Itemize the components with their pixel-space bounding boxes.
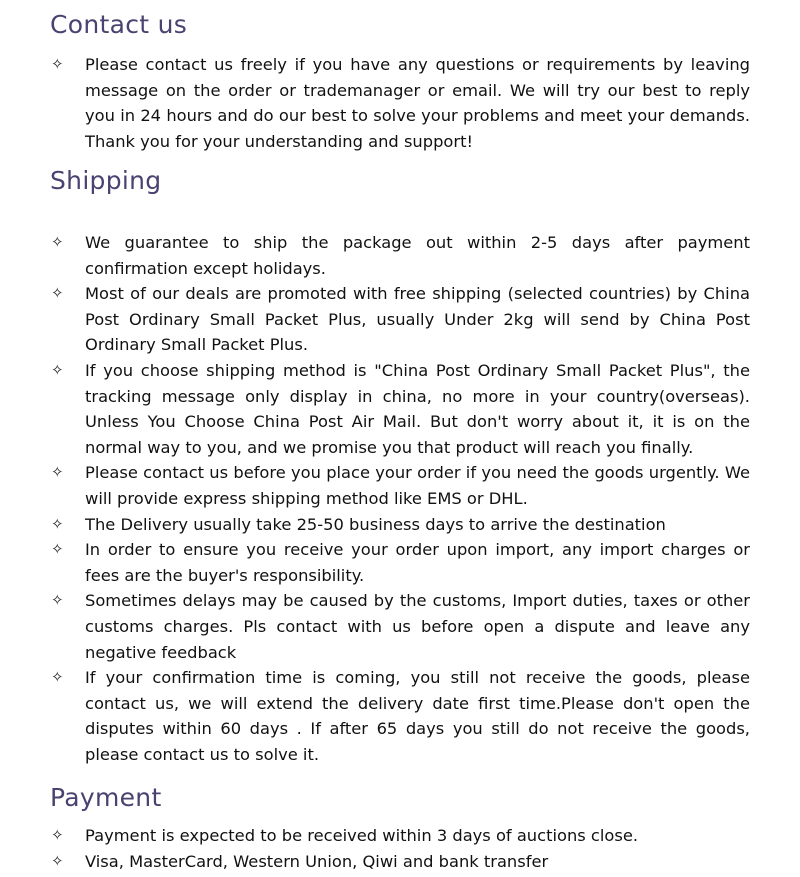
four-pointed-star-bullet-icon: ✧ (51, 668, 64, 687)
four-pointed-star-bullet-icon: ✧ (51, 514, 64, 533)
four-pointed-star-bullet-icon: ✧ (51, 826, 64, 844)
contact-us-heading: Contact us (50, 10, 188, 39)
four-pointed-star-bullet-icon: ✧ (51, 360, 64, 379)
list-item (50, 849, 750, 875)
list-item (50, 823, 750, 849)
list-item (50, 588, 750, 665)
list-item (50, 460, 750, 511)
list-item-text: Please contact us before you place your order if you need the goods urgently. We will provide express shipping method like EMS or DHL. (85, 463, 750, 508)
four-pointed-star-bullet-icon: ✧ (51, 233, 64, 251)
list-item-text: In order to ensure you receive your order upon import, any import charges or fees are the buyer's responsibility. (85, 540, 750, 585)
four-pointed-star-bullet-icon: ✧ (51, 284, 64, 303)
list-item-text: Most of our deals are promoted with free shipping (selected countries) by China Post Ordinary Small Packet Plus, usually Under 2kg will send by China Post Ordinary Small Packet Plus. (85, 284, 750, 355)
four-pointed-star-bullet-icon: ✧ (51, 540, 64, 559)
shipping-heading: Shipping (50, 166, 162, 195)
list-item-text: We guarantee to ship the package out within 2-5 days after payment confirmation except holidays. (85, 233, 750, 278)
list-item-text: If you choose shipping method is "China Post Ordinary Small Packet Plus", the tracking message only display in china, no more in your country(overseas). Unless You Choose China Post Air Mail. But don't worry about it, it is on the normal way to you, and we promise you that product will reach you finally. (85, 360, 750, 457)
four-pointed-star-bullet-icon: ✧ (51, 463, 64, 482)
list-item-text: Sometimes delays may be caused by the customs, Import duties, taxes or other customs charges. Pls contact with us before open a dispute and leave any negative feedback (85, 591, 750, 662)
list-item-text: The Delivery usually take 25-50 business days to arrive the destination (85, 514, 666, 534)
list-item (50, 358, 750, 460)
list-item (50, 281, 750, 358)
list-item (50, 665, 750, 767)
list-item (50, 52, 750, 154)
shipping-list (50, 230, 750, 767)
four-pointed-star-bullet-icon: ✧ (51, 591, 64, 610)
contact-us-list (50, 52, 750, 154)
list-item-text: Visa, MasterCard, Western Union, Qiwi and bank transfer (85, 851, 549, 871)
four-pointed-star-bullet-icon: ✧ (51, 851, 64, 870)
payment-heading: Payment (50, 783, 162, 812)
payment-list (50, 823, 750, 874)
list-item (50, 230, 750, 281)
list-item (50, 512, 750, 538)
list-item-text: Please contact us freely if you have any questions or requirements by leaving message on the order or trademanager or email. We will try our best to reply you in 24 hours and do our best to solve your problems and meet your demands. Thank you for your understanding and support! (85, 55, 750, 151)
list-item-text: If your confirmation time is coming, you still not receive the goods, please contact us, we will extend the delivery date first time.Please don't open the disputes within 60 days . If after 65 days you still do not receive the goods, please contact us to solve it. (85, 668, 750, 764)
list-item (50, 537, 750, 588)
list-item-text: Payment is expected to be received within 3 days of auctions close. (85, 826, 639, 845)
four-pointed-star-bullet-icon: ✧ (51, 55, 64, 73)
